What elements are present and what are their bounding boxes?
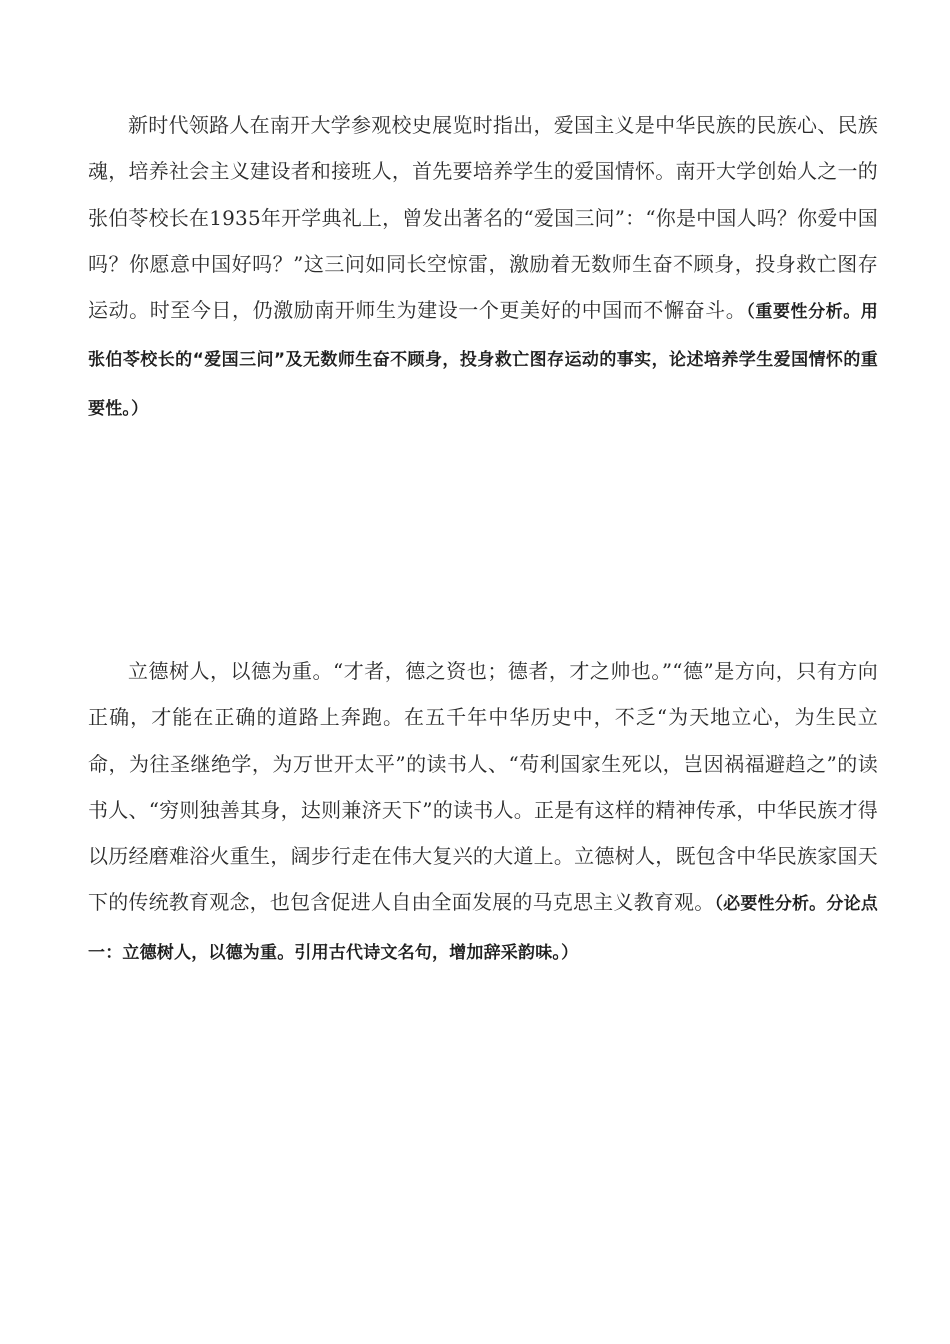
paragraph-moral-education xyxy=(88,648,878,976)
paragraph-body: 立德树人，以德为重。“才者，德之资也；德者，才之帅也。”“德”是方向，只有方向正确，才能在正确的道路上奔跑。在五千年中华历史中，不乏“为天地立心，为生民立命，为往圣继绝学，为万世开太平”的读书人、“苟利国家生死以，岂因祸福避趋之”的读书人、“穷则独善其身，达则兼济天下”的读书人。正是有这样的精神传承，中华民族才得以历经磨难浴火重生，阔步行走在伟大复兴的大道上。立德树人，既包含中华民族家国天下的传统教育观念，也包含促进人自由全面发展的马克思主义教育观。 xyxy=(88,659,878,915)
paragraph-patriotism xyxy=(88,102,878,432)
analysis-note: （重要性分析。用张伯苓校长的“爱国三问”及无数师生奋不顾身，投身救亡图存运动的事实，论述培养学生爱国情怀的重要性。） xyxy=(88,302,878,419)
analysis-note: （必要性分析。分论点一：立德树人，以德为重。引用古代诗文名句，增加辞采韵味。） xyxy=(88,894,879,963)
paragraph-body: 新时代领路人在南开大学参观校史展览时指出，爱国主义是中华民族的民族心、民族魂，培养社会主义建设者和接班人，首先要培养学生的爱国情怀。南开大学创始人之一的张伯苓校长在1935年开学典礼上，曾发出著名的“爱国三问”：“你是中国人吗？你爱中国吗？你愿意中国好吗？”这三问如同长空惊雷，激励着无数师生奋不顾身，投身救亡图存运动。时至今日，仍激励南开师生为建设一个更美好的中国而不懈奋斗。 xyxy=(88,113,878,323)
